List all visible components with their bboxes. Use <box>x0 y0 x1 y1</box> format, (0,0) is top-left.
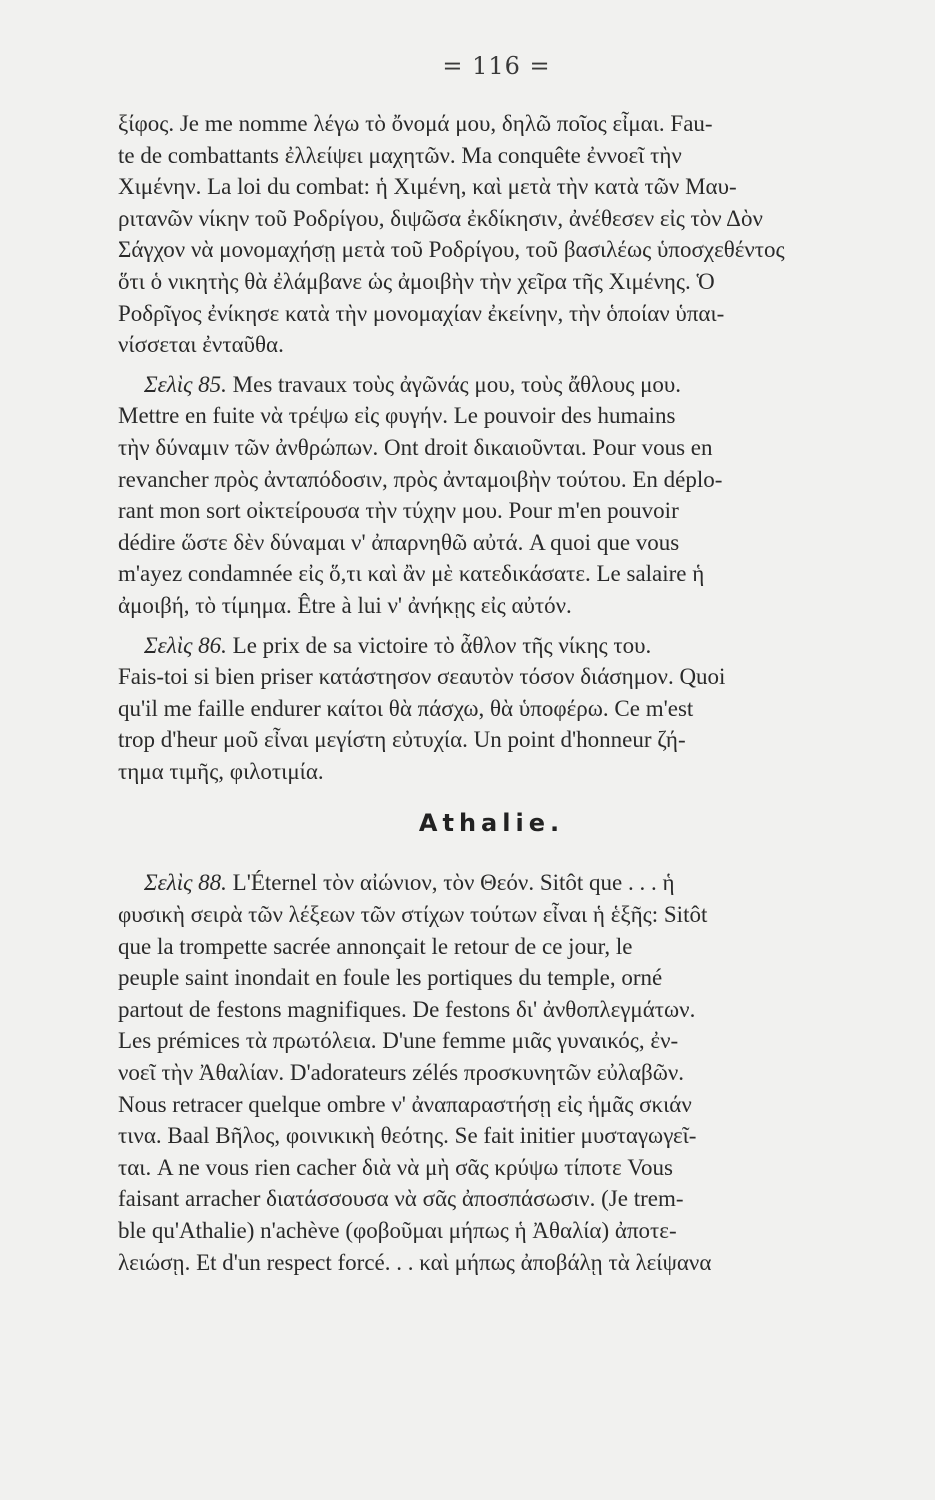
text-line: τινα. Baal Βῆλος, φοινικικὴ θεότης. Se fait initier μυσταγωγεῖ- <box>118 1123 697 1149</box>
text-line: Ροδρῖγος ἐνίκησε κατὰ τὴν μονομαχίαν ἐκείνην, τὴν ὁποίαν ὑπαι- <box>118 300 725 326</box>
text-line <box>118 867 865 899</box>
section-reference: Σελὶς 86. <box>144 632 227 658</box>
section-reference: Σελὶς 88. <box>144 870 227 896</box>
text-line: ἀμοιβή, τὸ τίμημα. Être à lui ν' ἀνήκῃς εἰς αὐτόν. <box>118 592 572 618</box>
text-line: ριτανῶν νίκην τοῦ Ροδρίγου, διψῶσα ἐκδίκησιν, ἀνέθεσεν εἰς τὸν Δὸν <box>118 205 763 231</box>
page-number: = 116 = <box>442 52 551 80</box>
text-fragment: Le prix de sa victoire τὸ ἆθλον τῆς νίκης του. <box>226 632 652 658</box>
text-line: Nous retracer quelque ombre ν' ἀναπαραστήσῃ εἰς ἡμᾶς σκιάν <box>118 1091 692 1117</box>
text-line: qu'il me faille endurer καίτοι θὰ πάσχω, θὰ ὑποφέρω. Ce m'est <box>118 695 694 721</box>
section-reference: Σελὶς 85. <box>144 371 227 397</box>
text-line: φυσικὴ σειρὰ τῶν λέξεων τῶν στίχων τούτων εἶναι ἡ ἑξῆς: Sitôt <box>118 902 708 928</box>
text-line: faisant arracher διατάσσουσα νὰ σᾶς ἀποσπάσωσιν. (Je trem- <box>118 1186 684 1212</box>
text-line: ὅτι ὁ νικητὴς θὰ ἐλάμβανε ὡς ἀμοιβὴν τὴν χεῖρα τῆς Χιμένης. Ὁ <box>118 268 715 294</box>
text-line: Χιμένην. La loi du combat: ἡ Χιμένη, καὶ μετὰ τὴν κατὰ τῶν Μαυ- <box>118 174 737 200</box>
text-line: τὴν δύναμιν τῶν ἀνθρώπων. Ont droit δικαιοῦνται. Pour vous en <box>118 434 713 460</box>
text-line: Les prémices τὰ πρωτόλεια. D'une femme μιᾶς γυναικός, ἐν- <box>118 1028 679 1054</box>
text-line: Σάγχον νὰ μονομαχήσῃ μετὰ τοῦ Ροδρίγου, τοῦ βασιλέως ὑποσχεθέντος <box>118 237 785 263</box>
text-line: λειώσῃ. Et d'un respect forcé. . . καὶ μήπως ἀποβάλῃ τὰ λείψανα <box>118 1249 712 1275</box>
text-line: peuple saint inondait en foule les portiques du temple, orné <box>118 965 663 991</box>
text-line: ται. A ne vous rien cacher διὰ νὰ μὴ σᾶς κρύψω τίποτε Vous <box>118 1154 673 1180</box>
paragraph-page-86 <box>118 630 865 788</box>
text-line: ξίφος. Je me nomme λέγω τὸ ὄνομά μου, δηλῶ ποῖος εἶμαι. Fau- <box>118 111 713 136</box>
paragraph-page-88 <box>118 867 865 1278</box>
paragraph-cid-notes <box>118 108 865 361</box>
paragraph-page-85 <box>118 369 865 622</box>
text-line: partout de festons magnifiques. De festons δι' ἀνθοπλεγμάτων. <box>118 996 696 1022</box>
text-line: trop d'heur μοῦ εἶναι μεγίστη εὐτυχία. Un point d'honneur ζή- <box>118 727 686 753</box>
text-line <box>118 369 865 401</box>
text-line: νίσσεται ἐνταῦθα. <box>118 332 284 358</box>
text-line <box>118 630 865 662</box>
section-heading-athalie: Athalie. <box>418 809 565 838</box>
text-line: ble qu'Athalie) n'achève (φοβοῦμαι μήπως ἡ Ἀθαλία) ἀποτε- <box>118 1218 677 1243</box>
text-line: te de combattants ἐλλείψει μαχητῶν. Ma conquête ἐννοεῖ τὴν <box>118 142 682 168</box>
text-line: Fais-toi si bien priser κατάστησον σεαυτὸν τόσον διάσημον. Quoi <box>118 664 726 690</box>
text-line: dédire ὥστε δὲν δύναμαι ν' ἀπαρνηθῶ αὐτά. A quoi que vous <box>118 529 680 555</box>
text-line: rant mon sort οἰκτείρουσα τὴν τύχην μου. Pour m'en pouvoir <box>118 498 679 524</box>
text-line: νοεῖ τὴν Ἀθαλίαν. D'adorateurs zélés προσκυνητῶν εὐλαβῶν. <box>118 1060 685 1086</box>
text-fragment: Mes travaux τοὺς ἀγῶνάς μου, τοὺς ἄθλους μου. <box>226 371 682 397</box>
text-line: revancher πρὸς ἀνταπόδοσιν, πρὸς ἀνταμοιβὴν τούτου. En déplo- <box>118 466 723 492</box>
text-line: τημα τιμῆς, φιλοτιμία. <box>118 758 324 784</box>
text-line: que la trompette sacrée annonçait le retour de ce jour, le <box>118 933 633 959</box>
text-line: Mettre en fuite νὰ τρέψω εἰς φυγήν. Le pouvoir des humains <box>118 403 676 429</box>
text-fragment: L'Éternel τὸν αἰώνιον, τὸν Θεόν. Sitôt que . . . ἡ <box>226 870 675 896</box>
text-line: m'ayez condamnée εἰς ὅ,τι καὶ ἂν μὲ κατεδικάσατε. Le salaire ἡ <box>118 561 705 587</box>
